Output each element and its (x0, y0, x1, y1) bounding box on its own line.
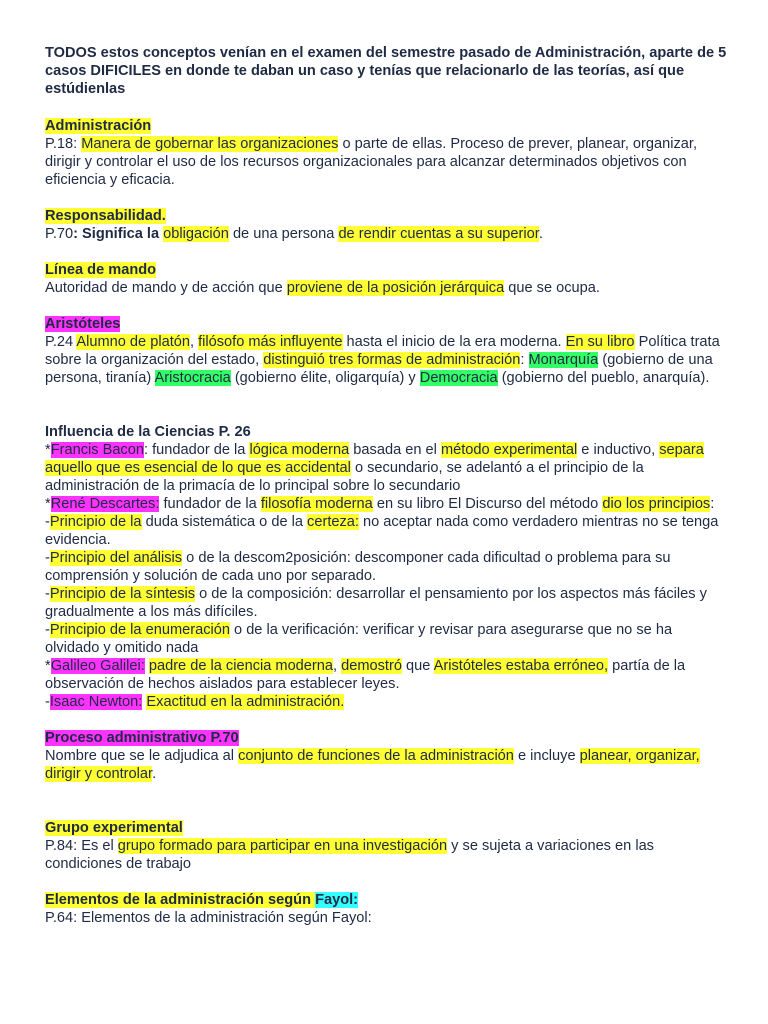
text: que (401, 658, 434, 674)
section-body (45, 747, 730, 783)
text: : Significa la (73, 226, 164, 242)
newton-paragraph (45, 693, 730, 711)
text: - (45, 550, 50, 566)
highlight-yellow: lógica moderna (249, 442, 350, 458)
text: o de la composición: desarrollar el pensamiento por los aspectos más fáciles y gradualmente a los más difíciles. (45, 586, 707, 620)
heading-proceso: Proceso administrativo P.70 (45, 730, 239, 746)
text: Autoridad de mando y de acción que (45, 280, 287, 296)
highlight-yellow: demostró (341, 658, 402, 674)
text: basada en el (349, 442, 441, 458)
text: o secundario, se adelantó a el principio de la administración de la primacía de lo principal sobre lo secundario (45, 460, 644, 494)
highlight-yellow: Alumno de platón (76, 334, 190, 350)
highlight-yellow: padre de la ciencia moderna (148, 658, 334, 674)
section-body (45, 225, 730, 243)
section-body (45, 135, 730, 189)
highlight-yellow: planear, organizar, dirigir y controlar (45, 748, 700, 782)
highlight-yellow: grupo formado para participar en una investigación (117, 838, 448, 854)
highlight-green: Monarquía (528, 352, 599, 368)
text: , (333, 658, 342, 674)
text: o parte de ellas. Proceso de prever, planear, organizar, dirigir y controlar el uso de los recursos organizacionales para alcanzar determinados objetivos con eficiencia y eficacia. (45, 136, 698, 188)
highlight-yellow: En su libro (565, 334, 635, 350)
highlight-yellow: Manera de gobernar las organizaciones (81, 136, 339, 152)
highlight-yellow: obligación (163, 226, 229, 242)
text: P.24 (45, 334, 77, 350)
text: Política trata sobre la organización del estado, (45, 334, 720, 368)
section-grupo (45, 819, 730, 873)
text: . (152, 766, 157, 782)
text: fundador de la (159, 496, 261, 512)
text: P.70 (45, 226, 74, 242)
heading-grupo: Grupo experimental (45, 820, 183, 836)
heading-responsabilidad: Responsabilidad. (45, 208, 166, 224)
highlight-yellow: distinguió tres formas de administración (263, 352, 521, 368)
galileo-paragraph (45, 657, 730, 693)
text: partía de la observación de hechos aislados para establecer leyes. (45, 658, 686, 692)
highlight-magenta: Galileo Galilei: (50, 658, 145, 674)
highlight-yellow: Principio de la síntesis (49, 586, 196, 602)
section-responsabilidad (45, 207, 730, 243)
text: duda sistemática o de la (141, 514, 308, 530)
heading-administracion: Administración (45, 118, 152, 134)
highlight-yellow: Principio de la (49, 514, 142, 530)
bacon-paragraph (45, 441, 730, 495)
text: , (189, 334, 199, 350)
highlight-yellow: Principio del análisis (49, 550, 183, 566)
section-proceso (45, 729, 730, 783)
section-aristoteles (45, 315, 730, 387)
highlight-yellow: filosofía moderna (260, 496, 373, 512)
highlight-yellow: método experimental (440, 442, 578, 458)
text: no aceptar nada como verdadero mientras no se tenga evidencia. (45, 514, 719, 548)
text: * (45, 658, 51, 674)
section-body: P.64: Elementos de la administración según Fayol: (45, 910, 372, 926)
text: e incluye (513, 748, 580, 764)
section-heading (45, 891, 730, 909)
text: que se ocupa. (504, 280, 600, 296)
text: de una persona (228, 226, 339, 242)
principio-paragraph (45, 549, 730, 585)
highlight-yellow: filósofo más influyente (198, 334, 343, 350)
highlight-yellow: Principio de la enumeración (49, 622, 230, 638)
text: : (520, 352, 529, 368)
principio-paragraph (45, 621, 730, 657)
text: - (45, 586, 50, 602)
text: y se sujeta a variaciones en las condiciones de trabajo (45, 838, 654, 872)
document-content (45, 44, 730, 945)
section-administracion (45, 117, 730, 189)
section-heading: Influencia de la Ciencias P. 26 (45, 424, 251, 440)
highlight-yellow: certeza: (307, 514, 359, 530)
section-heading (45, 819, 730, 837)
highlight-yellow: dio los principios (602, 496, 711, 512)
section-body (45, 837, 730, 873)
highlight-yellow: separa aquello que es esencial de lo que es accidental (45, 442, 704, 476)
text: o de la verificación: verificar y revisar para asegurarse que no se ha olvidado y omitido nada (45, 622, 673, 656)
section-body (45, 333, 730, 387)
text: - (45, 622, 50, 638)
descartes-paragraph (45, 495, 730, 513)
intro-paragraph: TODOS estos conceptos venían en el examen del semestre pasado de Administración, aparte de 5 casos DIFICILES en donde te daban un caso y tenías que relacionarlo de las teorías, así que estúdienlas (45, 45, 727, 97)
text: : (710, 496, 715, 512)
highlight-magenta: Francis Bacon (50, 442, 144, 458)
heading-linea-mando: Línea de mando (45, 262, 157, 278)
text: hasta el inicio de la era moderna. (342, 334, 566, 350)
text: - (45, 694, 50, 710)
highlight-yellow: de rendir cuentas a su superior (338, 226, 539, 242)
text: Nombre que se le adjudica al (45, 748, 239, 764)
text: (gobierno élite, oligarquía) y (230, 370, 420, 386)
highlight-cyan: Fayol: (315, 892, 359, 908)
text: en su libro El Discurso del método (372, 496, 603, 512)
highlight-yellow: conjunto de funciones de la administración (238, 748, 514, 764)
text: * (45, 496, 51, 512)
highlight-magenta: Isaac Newton: (49, 694, 143, 710)
section-heading (45, 315, 730, 333)
highlight-green: Democracia (419, 370, 498, 386)
text: . (538, 226, 543, 242)
highlight-yellow: proviene de la posición jerárquica (286, 280, 505, 296)
text: P.84: Es el (45, 838, 118, 854)
section-body (45, 279, 730, 297)
text: - (45, 514, 50, 530)
section-linea-mando (45, 261, 730, 297)
text: P.18: (45, 136, 82, 152)
section-influencia (45, 423, 730, 711)
principio-paragraph (45, 585, 730, 621)
text: (gobierno del pueblo, anarquía). (497, 370, 710, 386)
highlight-yellow: Aristóteles estaba erróneo, (433, 658, 609, 674)
section-heading (45, 261, 730, 279)
highlight-green: Aristocracia (154, 370, 231, 386)
section-heading (45, 207, 730, 225)
text: e inductivo, (577, 442, 660, 458)
highlight-magenta: René Descartes: (50, 496, 160, 512)
text: : fundador de la (143, 442, 250, 458)
text: (gobierno de una persona, tiranía) (45, 352, 713, 386)
text: * (45, 442, 51, 458)
heading-elementos: Elementos de la administración según (45, 892, 316, 908)
section-elementos (45, 891, 730, 927)
principio-paragraph (45, 513, 730, 549)
heading-aristoteles: Aristóteles (45, 316, 121, 332)
text: o de la descom2posición: descomponer cada dificultad o problema para su comprensión y solución de cada uno por separado. (45, 550, 671, 584)
section-heading (45, 117, 730, 135)
section-heading (45, 729, 730, 747)
highlight-yellow: Exactitud en la administración. (146, 694, 345, 710)
